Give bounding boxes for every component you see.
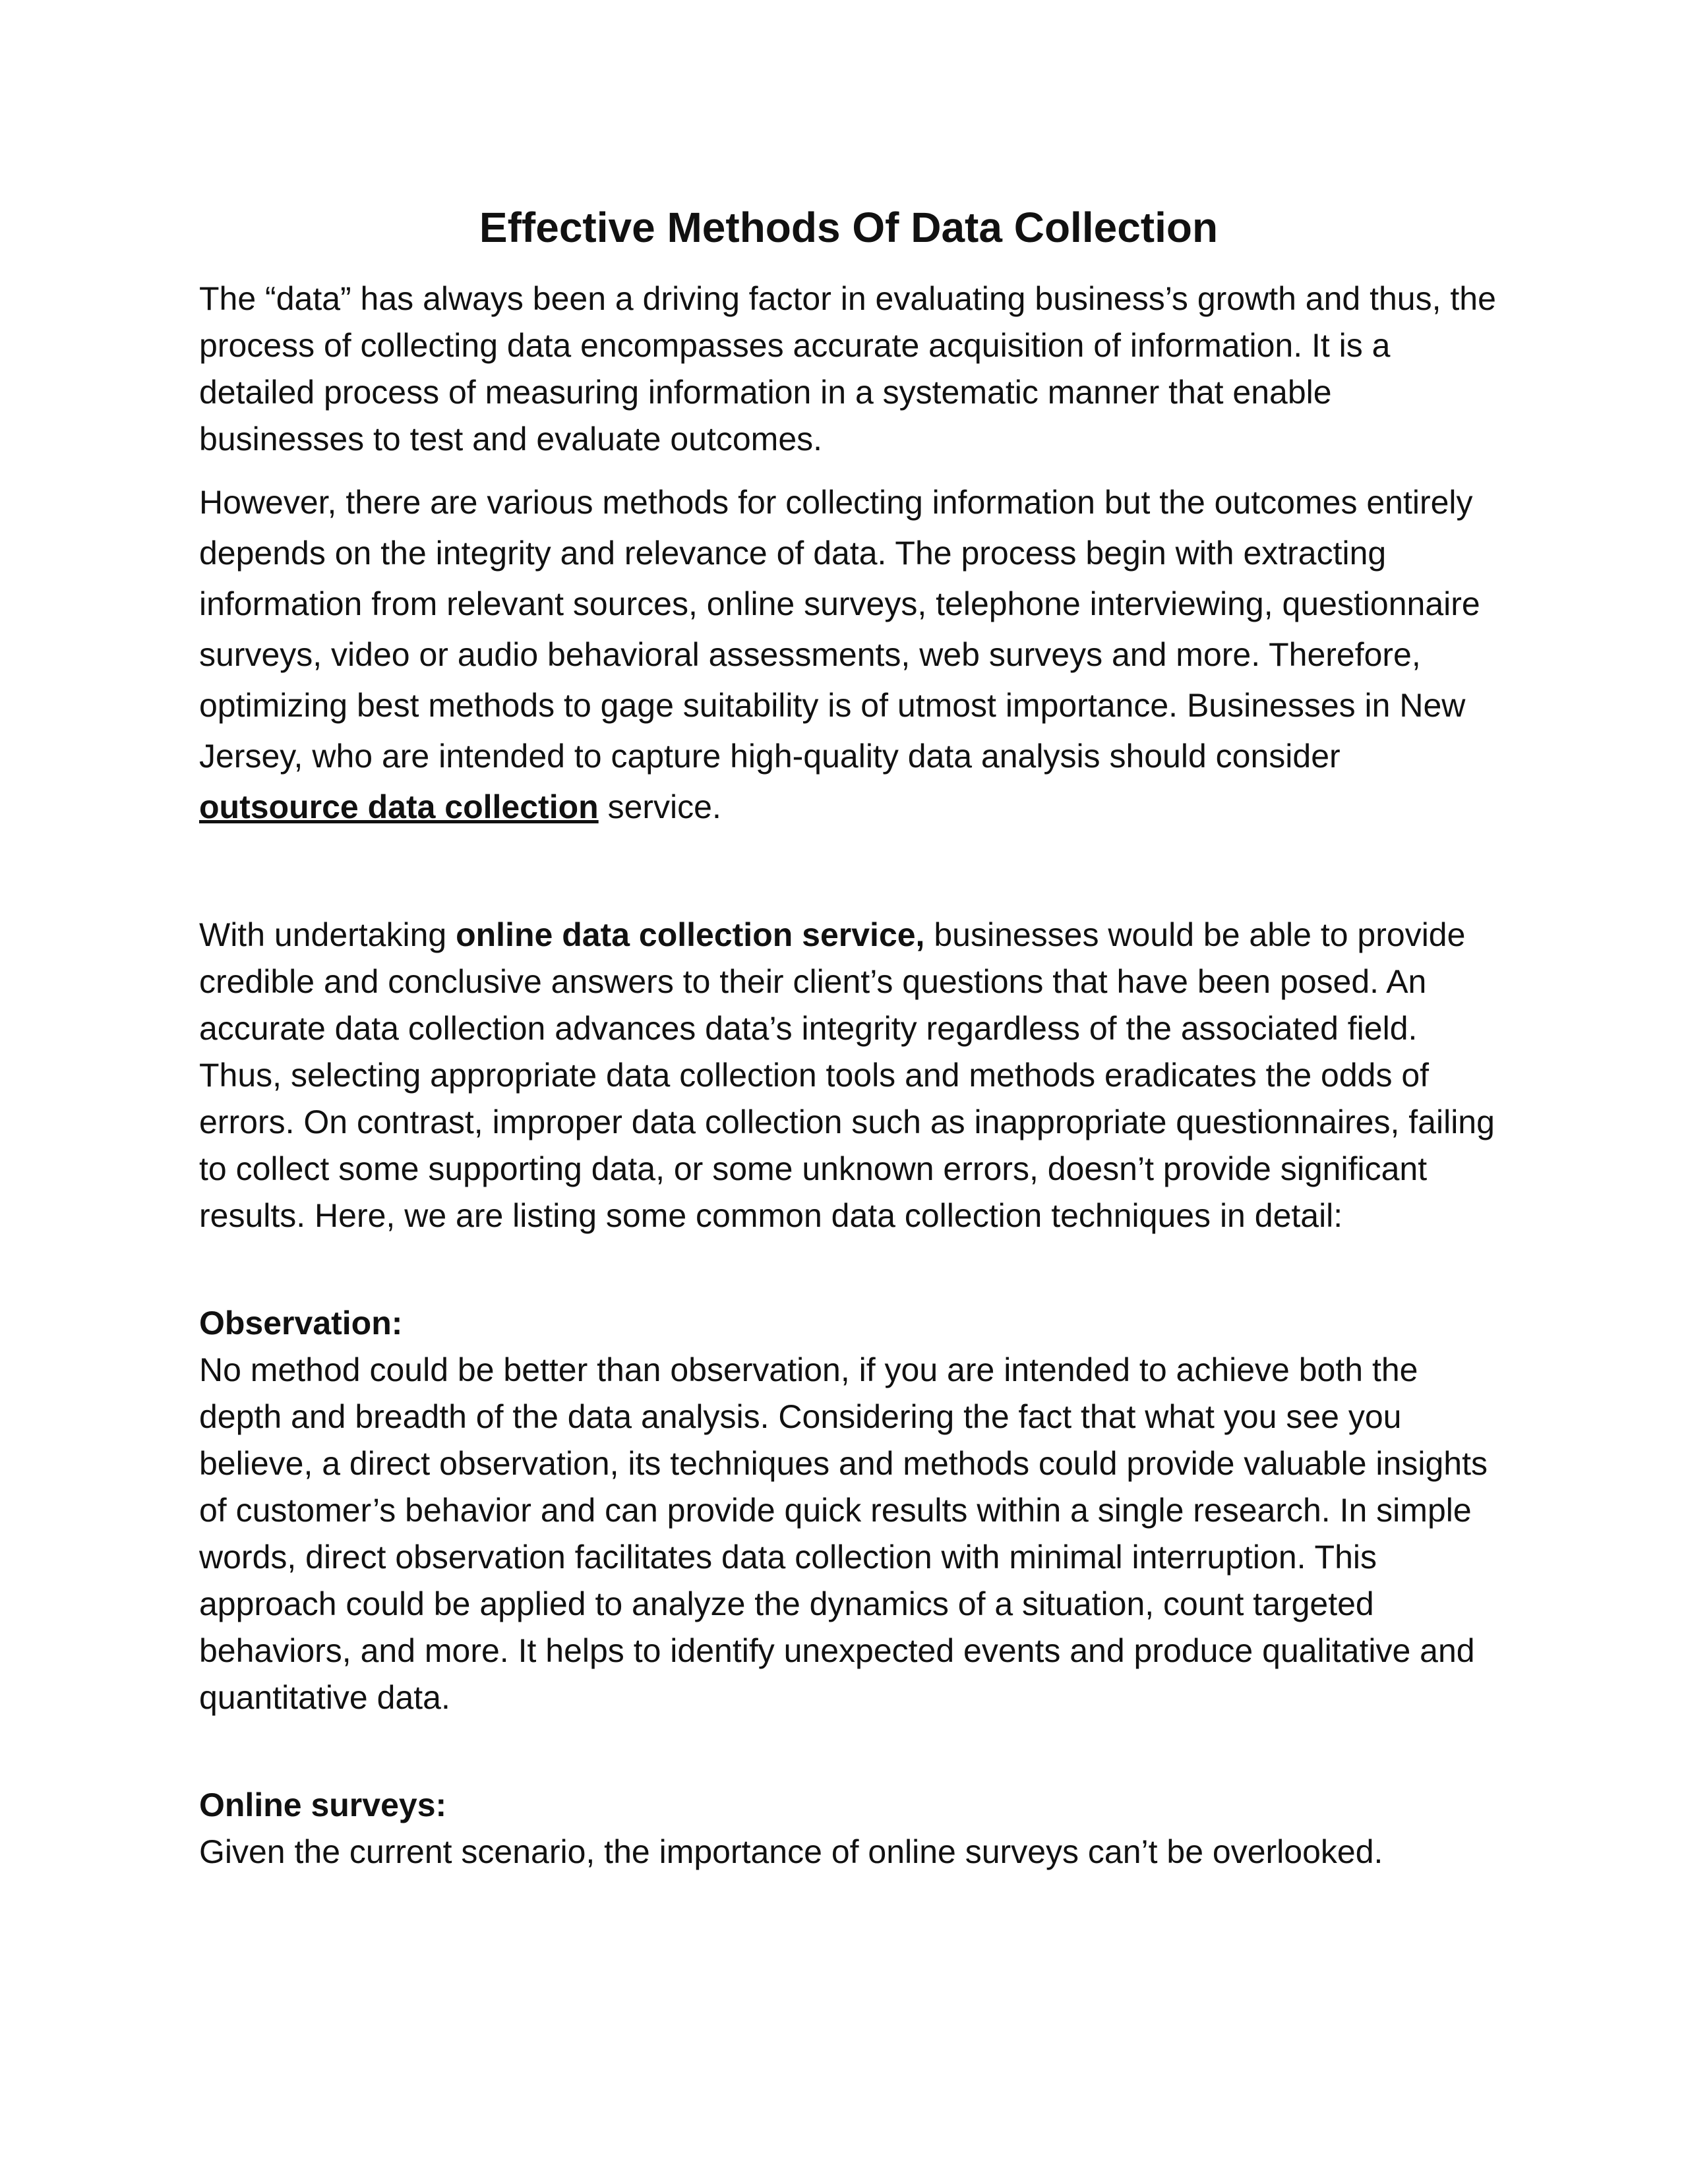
section-gap <box>199 1254 1498 1300</box>
online-service-paragraph-start: With undertaking <box>199 916 456 953</box>
online-service-paragraph <box>199 912 1498 1239</box>
document-title: Effective Methods Of Data Collection <box>479 204 1219 251</box>
section-gap <box>199 1736 1498 1782</box>
observation-paragraph: No method could be better than observation, if you are intended to achieve both the depth and breadth of the data analysis. Considering the fact that what you see you believe, a direct observation, its techniques and methods could provide valuable insights of customer’s behavior and can provide quick results within a single research. In simple words, direct observation facilitates data collection with minimal interruption. This approach could be applied to analyze the dynamics of a situation, count targeted behaviors, and more. It helps to identify unexpected events and produce qualitative and quantitative data. <box>199 1351 1488 1716</box>
methods-paragraph-text: However, there are various methods for collecting information but the outcomes entirely depends on the integrity and relevance of data. The process begin with extracting information from relevant sources, online surveys, telephone interviewing, questionnaire surveys, video or audio behavioral assessments, web surveys and more. Therefore, optimizing best methods to gage suitability is of utmost importance. Businesses in New Jersey, who are intended to capture high-quality data analysis should consider <box>199 484 1480 775</box>
online-service-paragraph-rest: businesses would be able to provide credible and conclusive answers to their client’s questions that have been posed. An accurate data collection advances data’s integrity regardless of the associated field. Thus, selecting appropriate data collection tools and methods eradicates the odds of errors. On contrast, improper data collection such as inappropriate questionnaires, failing to collect some supporting data, or some unknown errors, doesn’t provide significant results. Here, we are listing some common data collection techniques in detail: <box>199 916 1495 1234</box>
document-body <box>199 198 1498 1890</box>
methods-paragraph <box>199 477 1498 833</box>
online-service-bold-phrase: online data collection service, <box>456 916 925 953</box>
observation-heading: Observation: <box>199 1305 403 1342</box>
methods-paragraph-end: service. <box>598 788 721 825</box>
online-surveys-heading: Online surveys: <box>199 1786 447 1823</box>
intro-paragraph: The “data” has always been a driving factor in evaluating business’s growth and thus, the process of collecting data encompasses accurate acquisition of information. It is a detailed process of measuring information in a systematic manner that enable businesses to test and evaluate outcomes. <box>199 280 1496 457</box>
outsource-data-collection-link[interactable]: outsource data collection <box>199 788 599 825</box>
section-gap <box>199 847 1498 912</box>
online-surveys-paragraph: Given the current scenario, the importance of online surveys can’t be overlooked. <box>199 1833 1383 1870</box>
